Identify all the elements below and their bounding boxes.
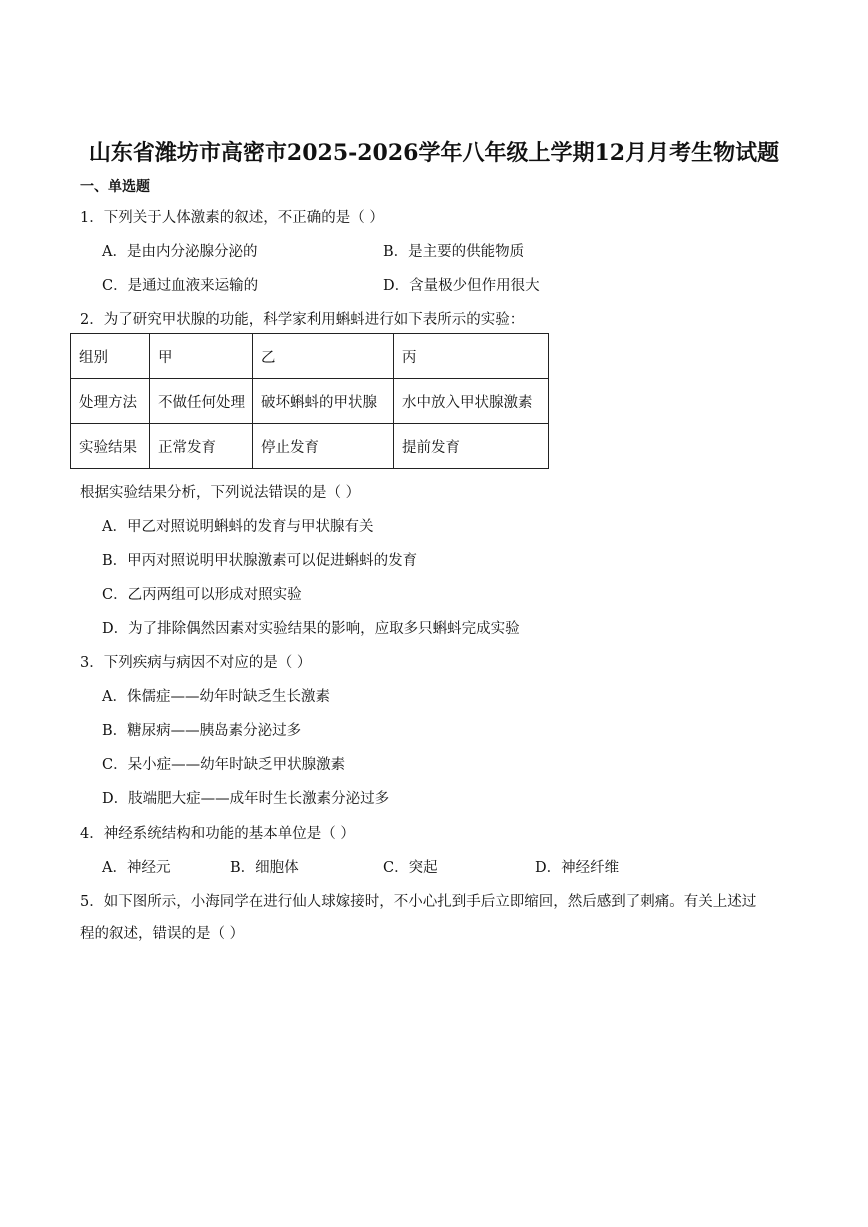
q2-option-a[interactable]: A．甲乙对照说明蝌蚪的发育与甲状腺有关	[102, 519, 374, 535]
table-cell: 正常发育	[150, 424, 253, 469]
q3-option-b[interactable]: B．糖尿病——胰岛素分泌过多	[102, 723, 302, 739]
q4-option-a[interactable]: A．神经元	[102, 860, 171, 876]
experiment-table	[70, 333, 549, 469]
q5-stem-line2: 程的叙述，错误的是（ ）	[80, 926, 245, 942]
table-cell: 实验结果	[71, 424, 150, 469]
table-cell: 组别	[71, 334, 150, 379]
q1-option-c[interactable]: C．是通过血液来运输的	[102, 278, 259, 294]
table-cell: 破坏蝌蚪的甲状腺	[253, 379, 394, 424]
q4-stem: 4．神经系统结构和功能的基本单位是（ ）	[80, 826, 355, 842]
q4-option-c[interactable]: C．突起	[383, 860, 438, 876]
table-row	[71, 424, 549, 469]
q5-stem-line1: 5．如下图所示，小海同学在进行仙人球嫁接时，不小心扎到手后立即缩回，然后感到了刺痛。有关上述过	[80, 894, 757, 910]
table-cell: 停止发育	[253, 424, 394, 469]
table-cell: 乙	[253, 334, 394, 379]
q4-option-b[interactable]: B．细胞体	[230, 860, 299, 876]
q1-option-a[interactable]: A．是由内分泌腺分泌的	[102, 244, 258, 260]
table-cell: 处理方法	[71, 379, 150, 424]
q1-option-d[interactable]: D．含量极少但作用很大	[383, 278, 540, 294]
table-cell: 甲	[150, 334, 253, 379]
table-row	[71, 334, 549, 379]
q2-follow-up: 根据实验结果分析，下列说法错误的是（ ）	[80, 485, 361, 501]
q2-option-b[interactable]: B．甲丙对照说明甲状腺激素可以促进蝌蚪的发育	[102, 553, 418, 569]
table-cell: 不做任何处理	[150, 379, 253, 424]
q3-option-a[interactable]: A．侏儒症——幼年时缺乏生长激素	[102, 689, 330, 705]
exam-title: 山东省潍坊市高密市2025-2026学年八年级上学期12月月考生物试题	[88, 140, 780, 166]
q3-option-c[interactable]: C．呆小症——幼年时缺乏甲状腺激素	[102, 757, 346, 773]
table-cell: 提前发育	[394, 424, 549, 469]
q3-stem: 3．下列疾病与病因不对应的是（ ）	[80, 655, 312, 671]
q4-option-d[interactable]: D．神经纤维	[535, 860, 620, 876]
q1-option-b[interactable]: B．是主要的供能物质	[383, 244, 525, 260]
section-heading: 一、单选题	[80, 179, 150, 195]
q3-option-d[interactable]: D．肢端肥大症——成年时生长激素分泌过多	[102, 791, 390, 807]
q1-stem: 1．下列关于人体激素的叙述，不正确的是（ ）	[80, 210, 384, 226]
q2-option-c[interactable]: C．乙丙两组可以形成对照实验	[102, 587, 302, 603]
q2-option-d[interactable]: D．为了排除偶然因素对实验结果的影响，应取多只蝌蚪完成实验	[102, 621, 520, 637]
table-cell: 水中放入甲状腺激素	[394, 379, 549, 424]
table-cell: 丙	[394, 334, 549, 379]
q2-stem: 2．为了研究甲状腺的功能，科学家利用蝌蚪进行如下表所示的实验：	[80, 312, 525, 328]
table-row	[71, 379, 549, 424]
